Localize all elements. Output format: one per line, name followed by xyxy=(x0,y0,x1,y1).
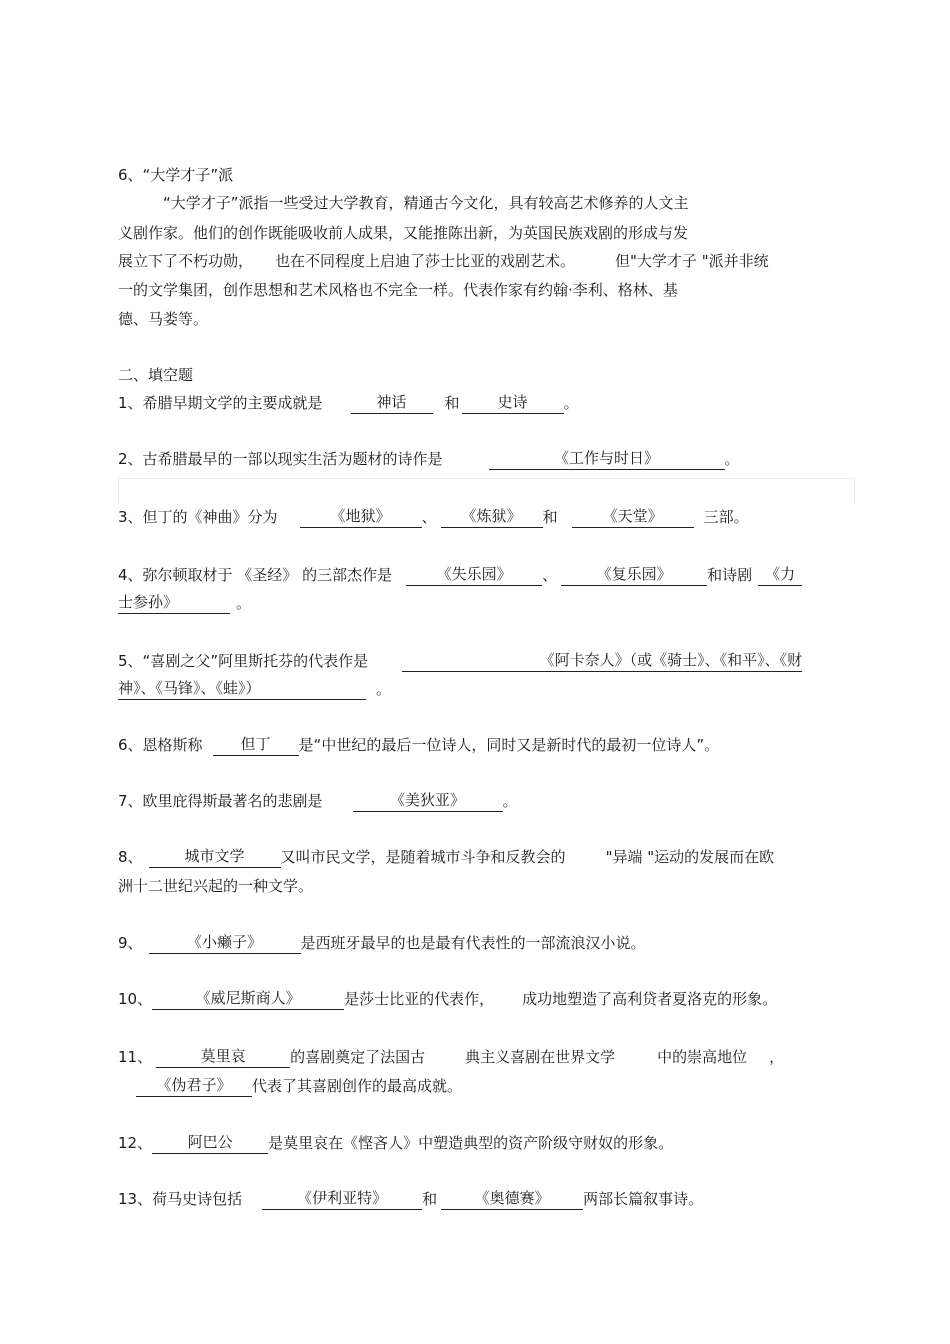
answer-blank: 《伪君子》 xyxy=(136,1075,252,1097)
question-3 xyxy=(118,506,749,528)
question-text: 11、 xyxy=(118,1048,153,1066)
answer-blank: 《美狄亚》 xyxy=(353,790,503,812)
question-11 xyxy=(118,1046,784,1068)
question-7 xyxy=(118,790,518,812)
question-text: 2、古希腊最早的一部以现实生活为题材的诗作是 xyxy=(118,450,443,468)
paragraph-text: 也在不同程度上启迪了莎士比亚的戏剧艺术。 xyxy=(275,252,576,270)
answer-blank: 神话 xyxy=(351,392,433,414)
paragraph-text: 一的文学集团，创作思想和艺术风格也不完全一样。代表作家有约翰·李利、格林、基 xyxy=(118,281,678,299)
question-text: 。 xyxy=(376,680,392,698)
answer-blank: 史诗 xyxy=(462,392,564,414)
question-10 xyxy=(118,988,777,1010)
question-text: 成功地塑造了高利贷者夏洛克的形象。 xyxy=(522,990,778,1008)
answer-blank: 莫里哀 xyxy=(156,1046,290,1068)
question-8-cont xyxy=(118,875,313,897)
question-text: 和 xyxy=(444,394,460,412)
question-text: 和 xyxy=(422,1190,438,1208)
question-5-cont xyxy=(118,678,391,700)
answer-blank: 《失乐园》 xyxy=(406,564,542,586)
question-text: 又叫市民文学，是随着城市斗争和反教会的 xyxy=(280,848,566,866)
answer-blank: 神》、《马锋》、《蛙》） xyxy=(118,678,366,700)
answer-blank: 《复乐园》 xyxy=(561,564,707,586)
question-text: 3、但丁的《神曲》分为 xyxy=(118,508,278,526)
answer-blank: 《天堂》 xyxy=(572,506,694,528)
answer-blank: 《威尼斯商人》 xyxy=(152,988,344,1010)
answer-blank: 阿巴公 xyxy=(152,1132,268,1154)
question-text: 、 xyxy=(542,566,558,584)
paragraph-line xyxy=(163,192,689,214)
question-text: 12、 xyxy=(118,1134,153,1152)
question-6 xyxy=(118,734,719,756)
paragraph-text: 义剧作家。他们的创作既能吸收前人成果，又能推陈出新，为英国民族戏剧的形成与发 xyxy=(118,224,689,242)
question-text: 9、 xyxy=(118,934,143,952)
question-2 xyxy=(118,448,740,470)
question-12 xyxy=(118,1132,673,1154)
question-text: 、 xyxy=(421,508,437,526)
question-text: 1、希腊早期文学的主要成就是 xyxy=(118,394,323,412)
answer-blank: 《工作与时日》 xyxy=(489,448,725,470)
question-text: 。 xyxy=(236,594,252,612)
question-text: 是“中世纪的最后一位诗人，同时又是新时代的最初一位诗人”。 xyxy=(298,736,720,754)
question-text: 。 xyxy=(563,394,579,412)
question-13 xyxy=(118,1188,703,1210)
answer-blank: 城市文学 xyxy=(149,846,281,868)
question-text: 三部。 xyxy=(703,508,749,526)
paragraph-text: 但"大学才子 "派并非统 xyxy=(615,252,769,270)
question-text: 10、 xyxy=(118,990,153,1008)
answer-blank: 《奥德赛》 xyxy=(441,1188,583,1210)
question-9 xyxy=(118,932,646,954)
question-text: 7、欧里庇得斯最著名的悲剧是 xyxy=(118,792,323,810)
paragraph-text: “大学才子”派指一些受过大学教育，精通古今文化，具有较高艺术修养的人文主 xyxy=(163,194,689,212)
question-text: 代表了其喜剧创作的最高成就。 xyxy=(252,1077,463,1095)
question-text: 和 xyxy=(542,508,558,526)
question-text: 8、 xyxy=(118,848,143,866)
answer-blank: 但丁 xyxy=(213,734,299,756)
question-text: 是莫里哀在《悭吝人》中塑造典型的资产阶级守财奴的形象。 xyxy=(268,1134,674,1152)
question-text: 是西班牙最早的也是最有代表性的一部流浪汉小说。 xyxy=(300,934,646,952)
question-text: "异端 "运动的发展而在欧 xyxy=(605,848,775,866)
question-1 xyxy=(118,392,579,414)
question-text: 的喜剧奠定了法国古 xyxy=(290,1048,426,1066)
paragraph-line xyxy=(118,250,769,272)
question-text: 5、“喜剧之父”阿里斯托芬的代表作是 xyxy=(118,652,369,670)
question-text: ， xyxy=(769,1048,785,1066)
question-text: 两部长篇叙事诗。 xyxy=(583,1190,704,1208)
answer-blank: 《炼狱》 xyxy=(441,506,543,528)
fill-in-heading xyxy=(118,364,193,386)
answer-blank: 《阿卡奈人》（或《骑士》、《和平》、《财 xyxy=(402,650,802,672)
question-text: 4、弥尔顿取材于 《圣经》 的三部杰作是 xyxy=(118,566,393,584)
answer-blank: 《小癞子》 xyxy=(149,932,301,954)
question-text: 中的崇高地位 xyxy=(657,1048,748,1066)
faint-frame xyxy=(118,478,855,503)
paragraph-text: 德、马娄等。 xyxy=(118,310,209,328)
section-heading-text: 6、“大学才子”派 xyxy=(118,166,234,184)
question-text: 洲十二世纪兴起的一种文学。 xyxy=(118,877,314,895)
question-4-cont xyxy=(118,592,251,614)
question-text: 6、恩格斯称 xyxy=(118,736,203,754)
question-5 xyxy=(118,650,802,672)
question-text: 和诗剧 xyxy=(707,566,753,584)
paragraph-text: 展立下了不朽功勋， xyxy=(118,252,254,270)
question-text: 。 xyxy=(502,792,518,810)
paragraph-line xyxy=(118,308,208,330)
answer-blank: 《力 xyxy=(758,564,802,586)
paragraph-line xyxy=(118,279,678,301)
fill-in-heading-text: 二、填空题 xyxy=(118,366,194,384)
answer-blank: 《伊利亚特》 xyxy=(262,1188,422,1210)
question-text: 。 xyxy=(724,450,740,468)
question-text: 典主义喜剧在世界文学 xyxy=(465,1048,616,1066)
paragraph-line xyxy=(118,222,688,244)
question-4 xyxy=(118,564,802,586)
question-text: 13、荷马史诗包括 xyxy=(118,1190,243,1208)
question-8 xyxy=(118,846,774,868)
question-11-cont xyxy=(118,1075,462,1097)
question-text: 是莎士比亚的代表作， xyxy=(344,990,495,1008)
answer-blank: 士参孙》 xyxy=(118,592,230,614)
answer-blank: 《地狱》 xyxy=(300,506,422,528)
section-heading xyxy=(118,164,233,186)
